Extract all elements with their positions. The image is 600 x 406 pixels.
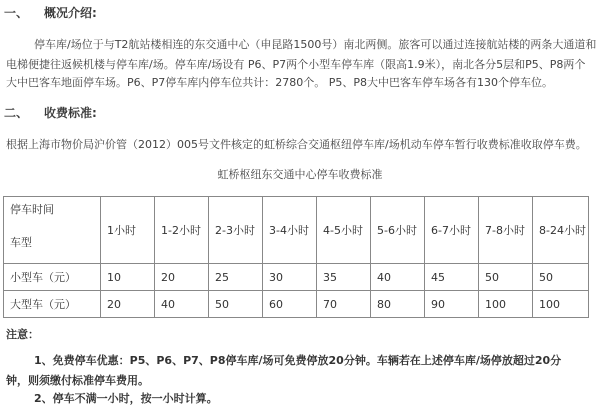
table-row-large-car [4,291,589,318]
section2-line: 根据上海市物价局沪价管（2012）005号文件核定的虹桥综合交通枢纽停车库/场机动车停车暂行收费标准收取停车费。 [6,138,587,151]
section1-number: 一、 [4,6,29,20]
table-row-small-car [4,264,589,291]
fee-cell: 50 [479,264,533,291]
fee-cell: 100 [479,291,533,318]
period-cell [263,197,317,264]
note-line-3: 2、停车不满一小时，按一小时计算。 [34,392,218,405]
fee-cell: 80 [371,291,425,318]
note-line-2: 钟，则须缴付标准停车费用。 [6,374,149,387]
section1-line-1: 停车库/场位于与T2航站楼相连的东交通中心（申昆路1500号）南北两侧。旅客可以通过连接航站楼的两条大通道和 [34,38,597,51]
period-label: 3-4小时 [269,223,309,237]
fee-cell: 60 [263,291,317,318]
fee-cell: 10 [101,264,155,291]
period-label: 1-2小时 [161,223,201,237]
period-cell [371,197,425,264]
fee-cell: 30 [263,264,317,291]
period-label: 5-6小时 [377,223,417,237]
period-label: 4-5小时 [323,223,363,237]
fee-cell: 50 [209,291,263,318]
table-header-row [4,197,589,264]
fee-cell: 40 [371,264,425,291]
period-label: 1小时 [107,223,136,237]
notes-title: 注意： [6,328,39,341]
section1-line-3: 大中巴客车地面停车场。P6、P7停车库内停车位共计：2780个。 P5、P8大中巴客车停车场各有130个停车位。 [6,76,554,89]
section1-heading [4,4,97,21]
period-cell [425,197,479,264]
fee-cell: 50 [533,264,589,291]
header-type-label: 车型 [10,236,32,249]
period-label: 6-7小时 [431,223,471,237]
period-cell [533,197,589,264]
period-label: 2-3小时 [215,223,255,237]
fee-cell: 45 [425,264,479,291]
period-label: 8-24小时 [539,223,586,237]
fee-cell: 35 [317,264,371,291]
section2-title: 收费标准: [44,106,97,120]
note-line-1: 1、免费停车优惠：P5、P6、P7、P8停车库/场可免费停放20分钟。车辆若在上述停车库/场停放超过20分 [34,354,562,367]
fee-cell: 20 [101,291,155,318]
fee-cell: 20 [155,264,209,291]
section1-line-2: 电梯便捷往返候机楼与停车库/场。停车库/场设有 P6、P7两个小型车停车库（限高1.9米），南北各分5层和P5、P8两个 [6,58,586,71]
period-cell [209,197,263,264]
period-label: 7-8小时 [485,223,525,237]
vehicle-type-cell: 小型车（元） [4,264,101,291]
header-time-label: 停车时间 [10,203,54,216]
fee-cell: 70 [317,291,371,318]
period-cell [101,197,155,264]
section2-heading [4,104,97,121]
vehicle-type-cell: 大型车（元） [4,291,101,318]
period-cell [479,197,533,264]
section1-title: 概况介绍: [44,6,97,20]
fee-cell: 25 [209,264,263,291]
section2-number: 二、 [4,106,29,120]
period-cell [317,197,371,264]
header-corner-cell [4,197,101,264]
fee-table [3,196,589,318]
fee-cell: 40 [155,291,209,318]
fee-cell: 90 [425,291,479,318]
table-title: 虹桥枢纽东交通中心停车收费标准 [217,168,383,181]
fee-cell: 100 [533,291,589,318]
period-cell [155,197,209,264]
